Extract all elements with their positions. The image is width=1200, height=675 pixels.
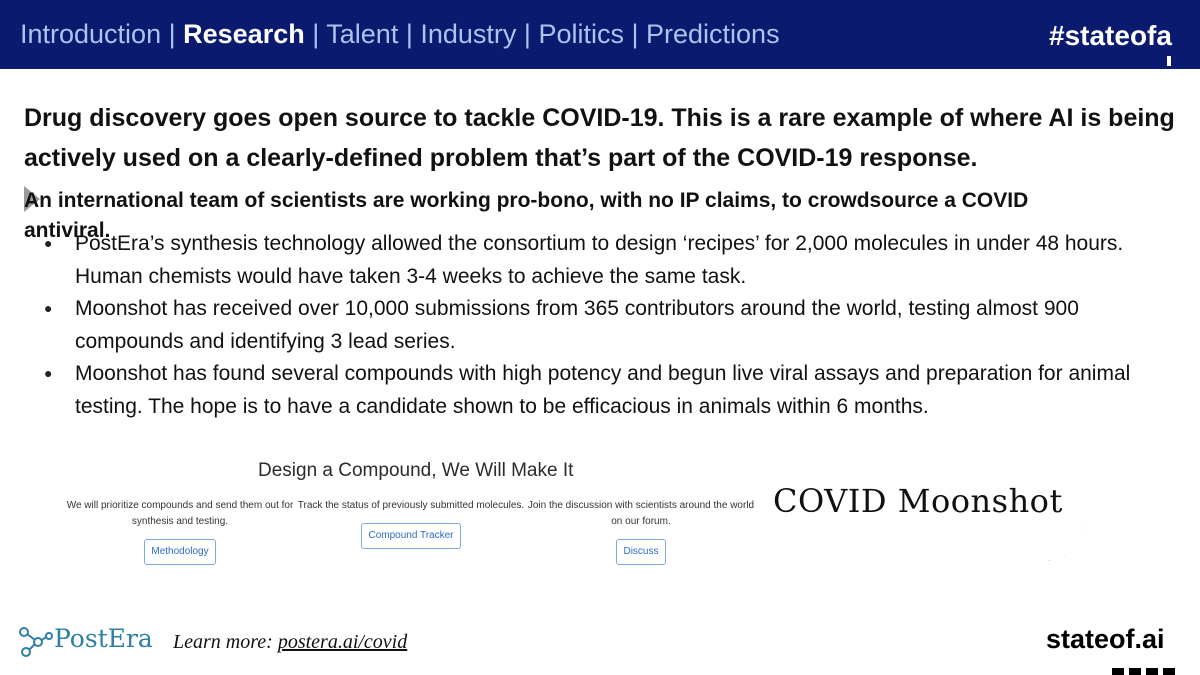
panel-title: Design a Compound, We Will Make It: [258, 460, 574, 481]
bullet-item: ● Moonshot has found several compounds with high potency and begun live viral assays and preparation for animal testing. The hope is to have a candidate shown to be efficacious in animals within 6 months.: [44, 357, 1154, 423]
footer-overflow-mark: [1112, 668, 1176, 675]
slide-headline: Drug discovery goes open source to tackle COVID-19. This is a rare example of where AI is being actively used on a clearly-defined problem that’s part of the COVID-19 response.: [24, 104, 1175, 172]
compound-tracker-button[interactable]: Compound Tracker: [361, 523, 460, 549]
bullet-item: ● PostEra’s synthesis technology allowed the consortium to design ‘recipes’ for 2,000 molecules in under 48 hours. Human chemists would have taken 3-4 weeks to achieve the same task.: [44, 227, 1154, 293]
postera-molecule-icon: [18, 624, 54, 658]
hashtag-overflow-mark: [1167, 56, 1171, 66]
nav-item-introduction[interactable]: Introduction: [20, 19, 162, 49]
nav-separator: |: [168, 19, 184, 49]
nav-item-research[interactable]: Research: [183, 19, 305, 49]
nav-separator: |: [523, 19, 539, 49]
postera-logo: PostEra: [54, 624, 153, 653]
panel-column-discuss: [526, 498, 756, 565]
nav-separator: |: [631, 19, 646, 49]
learn-more: [173, 631, 407, 654]
nav-item-talent[interactable]: Talent: [326, 19, 399, 49]
methodology-button[interactable]: Methodology: [144, 539, 215, 565]
nav-bar: [0, 0, 1200, 69]
covid-moonshot-logo: COVID Moonshot: [773, 482, 1063, 520]
nav-item-predictions[interactable]: Predictions: [646, 19, 780, 49]
nav-item-industry[interactable]: Industry: [420, 19, 517, 49]
footer-site: stateof.ai: [1046, 624, 1165, 654]
nav-separator: |: [312, 19, 327, 49]
discuss-button[interactable]: Discuss: [616, 539, 665, 565]
postera-covid-link[interactable]: postera.ai/covid: [277, 631, 408, 653]
panel-column-text: We will prioritize compounds and send them out for synthesis and testing.: [66, 500, 294, 527]
bullet-list: [44, 227, 1154, 423]
nav-item-politics[interactable]: Politics: [538, 19, 624, 49]
panel-column-text: Join the discussion with scientists around the world on our forum.: [527, 500, 755, 527]
learn-more-label: Learn more:: [173, 631, 278, 653]
section-nav: [20, 19, 780, 50]
panel-column-tracker: [296, 498, 526, 549]
nav-separator: |: [405, 19, 421, 49]
bullet-item: ● Moonshot has received over 10,000 submissions from 365 contributors around the world, testing almost 900 compounds and identifying 3 lead series.: [44, 292, 1154, 358]
panel-column-text: Track the status of previously submitted molecules.: [297, 500, 525, 511]
hashtag: #stateofa: [1049, 20, 1172, 51]
slide-subhead: An international team of scientists are working pro-bono, with no IP claims, to crowdsource a COVID antiviral.: [24, 189, 1029, 242]
crescent-moon-icon: [1030, 486, 1108, 564]
panel-column-methodology: [65, 498, 295, 565]
